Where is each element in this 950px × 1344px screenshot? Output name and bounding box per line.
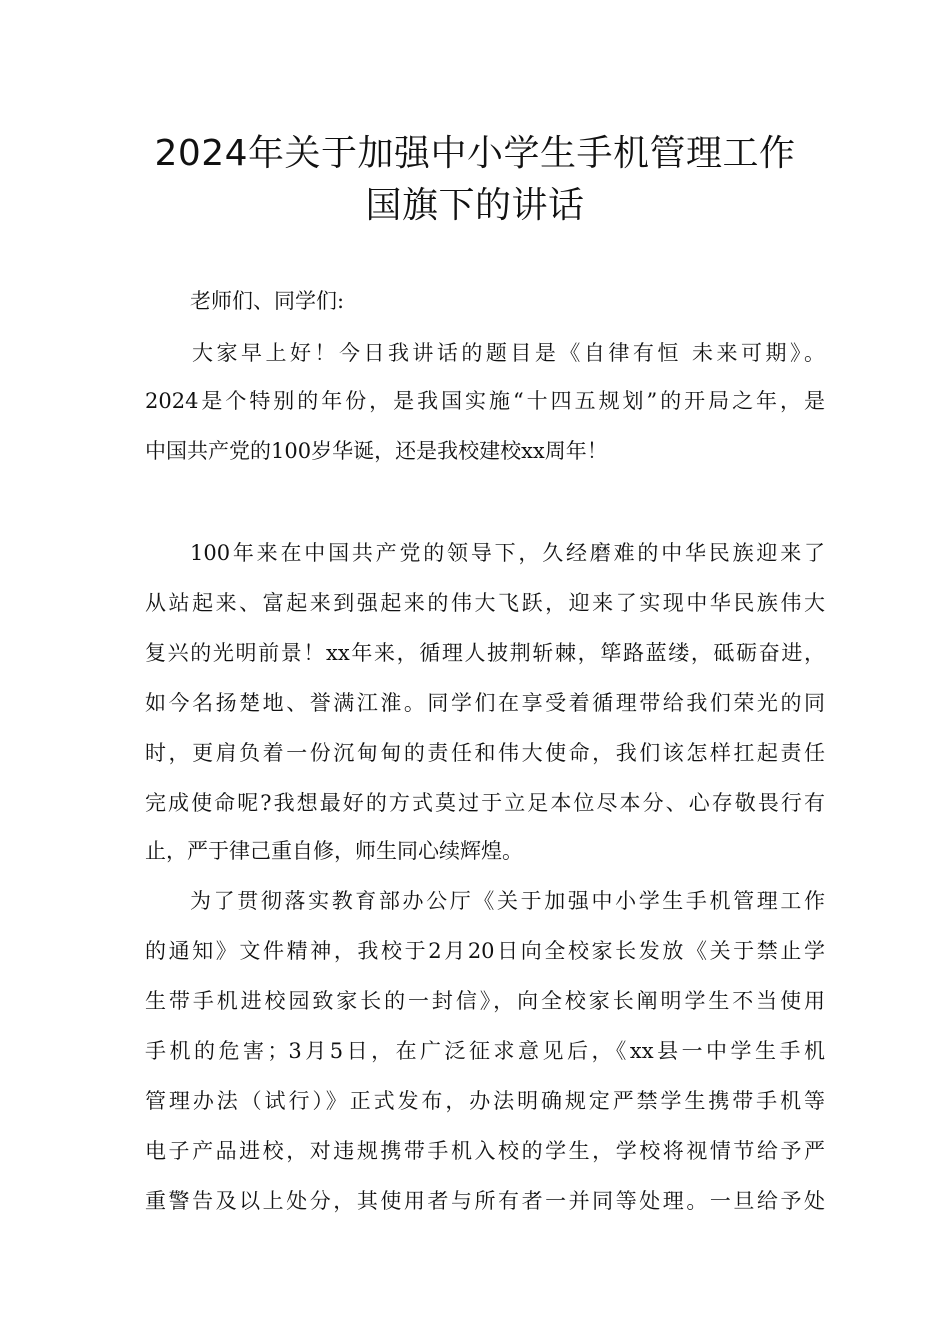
- paragraph-line: 复兴的光明前景！xx年来，循理人披荆斩棘，筚路蓝缕，砥砺奋进，: [145, 641, 825, 665]
- paragraph-line: 的通知》文件精神，我校于2月20日向全校家长发放《关于禁止学: [145, 939, 825, 963]
- paragraph-line: 电子产品进校，对违规携带手机入校的学生，学校将视情节给予严: [145, 1139, 825, 1163]
- salutation: 老师们、同学们:: [190, 289, 345, 313]
- paragraph-line: 完成使命呢?我想最好的方式莫过于立足本位尽本分、心存敬畏行有: [145, 791, 825, 815]
- document-title-line-2: 国旗下的讲话: [365, 185, 585, 226]
- paragraph-line: 时，更肩负着一份沉甸甸的责任和伟大使命，我们该怎样扛起责任: [145, 741, 825, 765]
- paragraph-line: 大家早上好！今日我讲话的题目是《自律有恒 未来可期》。: [192, 341, 825, 365]
- paragraph-line: 手机的危害；3月5日，在广泛征求意见后，《xx县一中学生手机: [145, 1039, 825, 1063]
- paragraph-line: 100年来在中国共产党的领导下，久经磨难的中华民族迎来了: [190, 541, 825, 565]
- document-title-line-1: 2024年关于加强中小学生手机管理工作: [154, 133, 796, 174]
- paragraph-line: 为了贯彻落实教育部办公厅《关于加强中小学生手机管理工作: [190, 889, 825, 913]
- paragraph-line: 从站起来、富起来到强起来的伟大飞跃，迎来了实现中华民族伟大: [145, 591, 825, 615]
- paragraph-line: 中国共产党的100岁华诞，还是我校建校xx周年！: [145, 439, 608, 463]
- paragraph-line: 2024是个特别的年份，是我国实施“十四五规划”的开局之年，是: [145, 389, 825, 413]
- paragraph-line: 重警告及以上处分，其使用者与所有者一并同等处理。一旦给予处: [145, 1189, 825, 1213]
- paragraph-line: 止，严于律己重自修，师生同心续辉煌。: [145, 839, 523, 863]
- paragraph-line: 生带手机进校园致家长的一封信》，向全校家长阐明学生不当使用: [145, 989, 825, 1013]
- paragraph-line: 管理办法（试行）》正式发布，办法明确规定严禁学生携带手机等: [145, 1089, 825, 1113]
- paragraph-line: 如今名扬楚地、誉满江淮。同学们在享受着循理带给我们荣光的同: [145, 691, 825, 715]
